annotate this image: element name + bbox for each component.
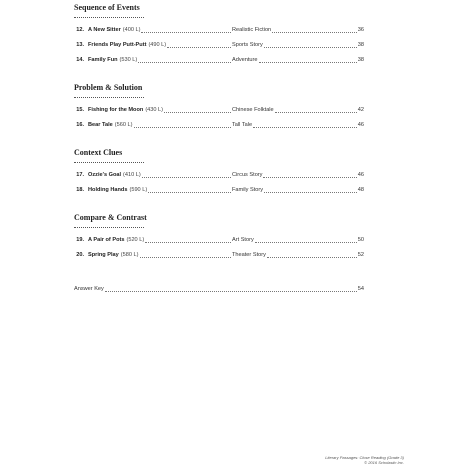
entry-page: 38 [357,42,364,48]
footer-copyright: © 2016 Scholastic Inc. [364,460,404,465]
toc-entry[interactable] [74,103,364,118]
section-title-rule [74,162,144,163]
entry-genre: Realistic Fiction [232,27,272,33]
leader-dots [264,192,357,193]
section-title-rule [74,227,144,228]
section-title-rule [74,97,144,98]
toc-entry[interactable] [74,168,364,183]
entry-genre: Tall Tale [232,122,253,128]
footer-book-title: Literary Passages: Close Reading (Grade 3) [325,455,404,460]
section-title: Compare & Contrast [74,213,147,222]
leader-dots [263,177,356,178]
entry-title: Ozzie's Goal [88,172,122,178]
entry-genre: Art Story [232,237,254,243]
entry-lexile: (590 L) [129,187,148,193]
entry-page: 52 [357,252,364,258]
entry-genre: Theater Story [232,252,266,258]
section-title: Sequence of Events [74,3,140,12]
entry-number: 12. [76,27,84,33]
entry-lexile: (520 L) [126,237,145,243]
entry-title: Bear Tale [88,122,113,128]
answer-key-entry[interactable] [74,283,364,295]
toc-entry[interactable] [74,183,364,198]
entry-number: 16. [76,122,84,128]
entry-title: A Pair of Pots [88,237,125,243]
leader-dots [164,112,231,113]
leader-dots [148,192,231,193]
entry-genre: Family Story [232,187,264,193]
leader-dots [167,47,231,48]
toc-entry[interactable] [74,53,364,68]
section-title: Context Clues [74,148,123,157]
toc-entry[interactable] [74,23,364,38]
entry-title: Holding Hands [88,187,128,193]
entry-lexile: (530 L) [119,57,138,63]
toc-entry[interactable] [74,118,364,133]
entry-genre: Chinese Folktale [232,107,274,113]
entry-title: Family Fun [88,57,118,63]
entry-title: A New Sitter [88,27,121,33]
entry-number: 20. [76,252,84,258]
entry-page: 38 [357,57,364,63]
answer-key-page: 54 [357,286,364,292]
section-title-rule [74,17,144,18]
section-context-clues [74,148,364,198]
section-sequence-of-events [74,3,364,68]
entry-lexile: (410 L) [123,172,141,178]
section-title: Problem & Solution [74,83,143,92]
entry-lexile: (560 L) [114,122,133,128]
section-problem-solution [74,83,364,133]
page-footer [325,455,404,465]
entry-page: 48 [357,187,364,193]
toc-entry[interactable] [74,248,364,263]
leader-dots [255,242,357,243]
entry-lexile: (490 L) [148,42,167,48]
entry-genre: Adventure [232,57,258,63]
toc-entry[interactable] [74,233,364,248]
entry-lexile: (400 L) [122,27,141,33]
entry-lexile: (580 L) [120,252,139,258]
leader-dots [275,112,357,113]
leader-dots [259,62,357,63]
leader-dots [264,47,357,48]
leader-dots [140,257,231,258]
entry-number: 14. [76,57,84,63]
entry-page: 36 [357,27,364,33]
section-compare-contrast [74,213,364,263]
leader-dots [142,177,231,178]
entry-genre: Sports Story [232,42,263,48]
toc-entry[interactable] [74,38,364,53]
leader-dots [145,242,231,243]
leader-dots [141,32,231,33]
leader-dots [138,62,231,63]
leader-dots [134,127,231,128]
leader-dots [272,32,357,33]
entry-number: 18. [76,187,84,193]
entry-page: 50 [357,237,364,243]
entry-page: 42 [357,107,364,113]
leader-dots [267,257,357,258]
answer-key-label: Answer Key [74,286,104,292]
entry-page: 46 [357,122,364,128]
leader-dots [105,291,357,292]
entry-title: Spring Play [88,252,119,258]
entry-number: 19. [76,237,84,243]
entry-page: 46 [357,172,364,178]
entry-title: Friends Play Putt-Putt [88,42,147,48]
entry-lexile: (430 L) [145,107,164,113]
entry-title: Fishing for the Moon [88,107,144,113]
entry-genre: Circus Story [232,172,263,178]
leader-dots [253,127,357,128]
entry-number: 13. [76,42,84,48]
entry-number: 17. [76,172,84,178]
entry-number: 15. [76,107,84,113]
